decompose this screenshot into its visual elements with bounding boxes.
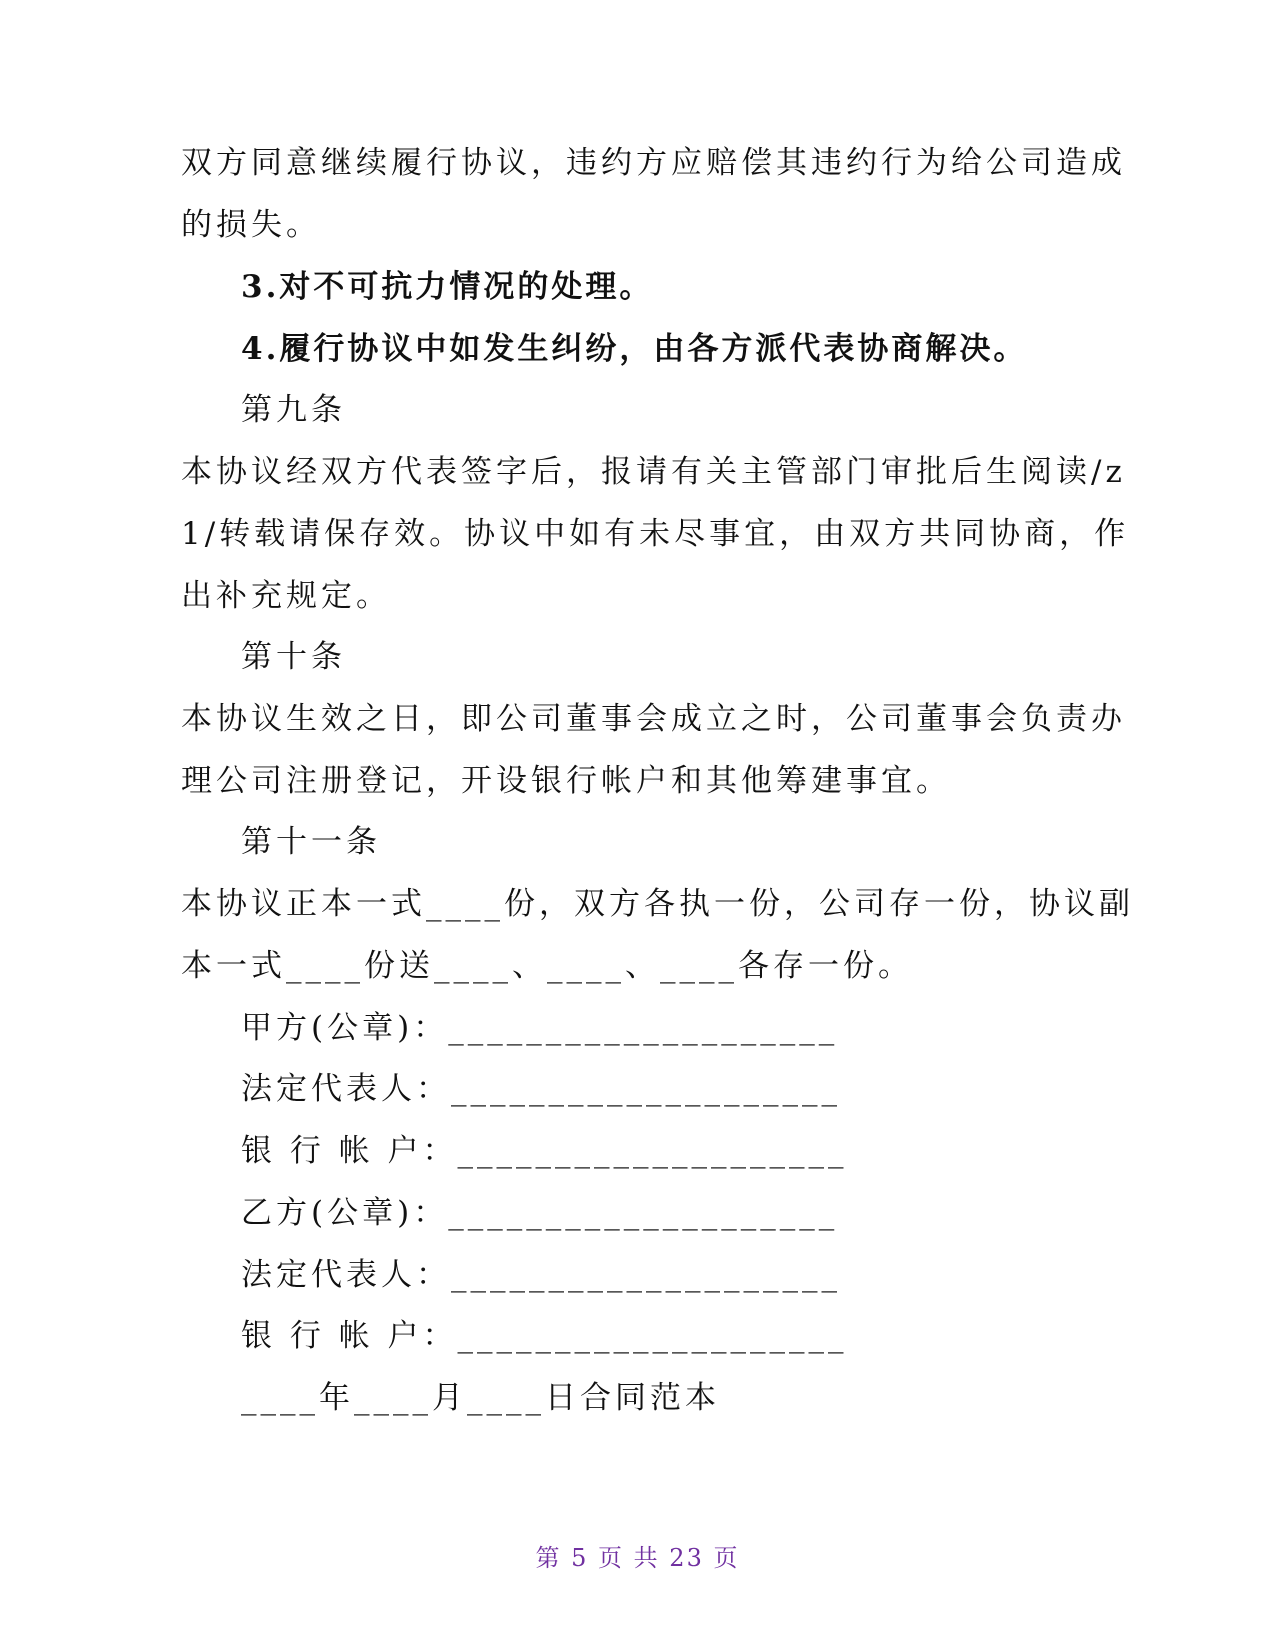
paragraph-line: 本协议生效之日，即公司董事会成立之时，公司董事会负责办: [181, 701, 1126, 737]
page-number-footer: 第 5 页 共 23 页: [535, 1544, 740, 1572]
article-heading-9: 第九条: [241, 392, 346, 428]
party-a-legal-rep-field: 法定代表人：____________________: [241, 1071, 841, 1107]
article-heading-10: 第十条: [241, 639, 346, 675]
paragraph-line: 的损失。: [181, 207, 321, 243]
paragraph-line: 本协议经双方代表签字后，报请有关主管部门审批后生阅读/z: [181, 454, 1126, 490]
paragraph-line: 出补充规定。: [181, 578, 391, 614]
paragraph-line: 本协议正本一式____份，双方各执一份，公司存一份，协议副: [181, 886, 1134, 922]
party-b-seal-field: 乙方(公章)：____________________: [241, 1195, 839, 1231]
paragraph-line: 理公司注册登记，开设银行帐户和其他筹建事宜。: [181, 763, 951, 799]
party-b-bank-account-field: 银 行 帐 户：____________________: [241, 1318, 848, 1354]
party-a-bank-account-field: 银 行 帐 户：____________________: [241, 1133, 848, 1169]
article-heading-11: 第十一条: [241, 824, 381, 860]
paragraph-line: 本一式____份送____、____、____各存一份。: [181, 948, 913, 984]
party-b-legal-rep-field: 法定代表人：____________________: [241, 1257, 841, 1293]
paragraph-line: 1/转载请保存效。协议中如有未尽事宜，由双方共同协商，作: [181, 516, 1130, 552]
party-a-seal-field: 甲方(公章)：____________________: [241, 1010, 839, 1046]
date-line: ____年____月____日合同范本: [241, 1380, 720, 1416]
clause-item-4: 4.履行协议中如发生纠纷，由各方派代表协商解决。: [241, 331, 1028, 367]
paragraph-line: 双方同意继续履行协议，违约方应赔偿其违约行为给公司造成: [181, 145, 1126, 181]
clause-item-3: 3.对不可抗力情况的处理。: [241, 269, 654, 305]
